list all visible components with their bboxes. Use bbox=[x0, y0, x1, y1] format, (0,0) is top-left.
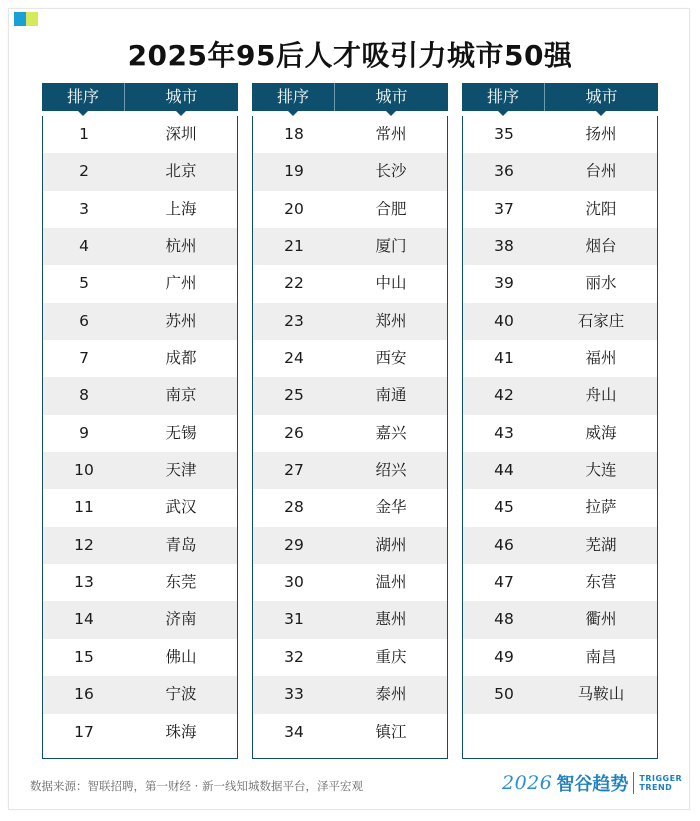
city-cell: 烟台 bbox=[585, 237, 617, 256]
table-row bbox=[43, 676, 237, 713]
rank-cell: 39 bbox=[494, 274, 514, 293]
header-rank: 排序 bbox=[252, 83, 335, 111]
table-row bbox=[463, 340, 657, 377]
city-cell: 镇江 bbox=[375, 722, 407, 741]
table-row bbox=[253, 452, 447, 489]
column-body bbox=[462, 116, 658, 759]
column-body bbox=[252, 116, 448, 759]
rank-cell: 19 bbox=[284, 162, 304, 181]
rank-cell: 43 bbox=[494, 423, 514, 442]
table-row bbox=[43, 601, 237, 638]
city-cell: 福州 bbox=[585, 349, 617, 368]
rank-cell: 25 bbox=[284, 386, 304, 405]
city-cell: 珠海 bbox=[165, 722, 197, 741]
rank-cell: 46 bbox=[494, 535, 514, 554]
rank-cell: 22 bbox=[284, 274, 304, 293]
city-cell: 重庆 bbox=[375, 647, 407, 666]
rank-cell: 26 bbox=[284, 423, 304, 442]
table-row bbox=[43, 377, 237, 414]
rank-cell: 40 bbox=[494, 311, 514, 330]
table-row bbox=[253, 377, 447, 414]
city-cell: 东莞 bbox=[165, 573, 197, 592]
table-row bbox=[253, 676, 447, 713]
rank-cell: 10 bbox=[74, 461, 94, 480]
table-row bbox=[253, 714, 447, 751]
rank-cell: 35 bbox=[494, 125, 514, 143]
rank-cell: 17 bbox=[74, 722, 94, 741]
column-header bbox=[42, 83, 238, 111]
rank-cell: 34 bbox=[284, 722, 304, 741]
rank-cell: 13 bbox=[74, 573, 94, 592]
rank-cell: 1 bbox=[79, 125, 89, 143]
city-cell: 台州 bbox=[585, 162, 617, 181]
city-cell: 北京 bbox=[165, 162, 197, 181]
rank-cell: 7 bbox=[79, 349, 89, 368]
table-row bbox=[43, 527, 237, 564]
rank-cell: 23 bbox=[284, 311, 304, 330]
brand-en-line-2: TREND bbox=[639, 783, 673, 792]
city-cell: 威海 bbox=[585, 423, 617, 442]
table-row bbox=[43, 191, 237, 228]
ranking-column-3 bbox=[462, 83, 658, 759]
city-cell: 无锡 bbox=[165, 423, 197, 442]
city-cell: 丽水 bbox=[585, 274, 617, 293]
rank-cell: 2 bbox=[79, 162, 89, 181]
table-row bbox=[253, 415, 447, 452]
brand-name: 智谷趋势 bbox=[556, 774, 629, 795]
data-source-note: 数据来源：智联招聘，第一财经 · 新一线知城数据平台，泽平宏观 bbox=[30, 779, 363, 793]
table-row bbox=[43, 639, 237, 676]
table-row bbox=[253, 228, 447, 265]
city-cell: 深圳 bbox=[165, 125, 197, 143]
rank-cell: 15 bbox=[74, 647, 94, 666]
city-cell: 西安 bbox=[375, 349, 407, 368]
brand-en-line-1: TRIGGER bbox=[639, 774, 683, 783]
table-row bbox=[43, 303, 237, 340]
city-cell: 厦门 bbox=[375, 237, 407, 256]
rank-cell: 21 bbox=[284, 237, 304, 256]
rank-cell: 27 bbox=[284, 461, 304, 480]
city-cell: 青岛 bbox=[165, 535, 197, 554]
city-cell: 东营 bbox=[585, 573, 617, 592]
table-row bbox=[43, 265, 237, 302]
table-row bbox=[463, 676, 657, 713]
city-cell: 绍兴 bbox=[375, 461, 407, 480]
header-city: 城市 bbox=[375, 87, 408, 106]
city-cell: 金华 bbox=[375, 498, 407, 517]
rank-cell: 41 bbox=[494, 349, 514, 368]
city-cell: 广州 bbox=[165, 274, 197, 293]
corner-logo-mark bbox=[14, 12, 38, 26]
table-row bbox=[43, 452, 237, 489]
table-row bbox=[253, 191, 447, 228]
rank-cell: 18 bbox=[284, 125, 304, 143]
city-cell: 常州 bbox=[375, 125, 407, 143]
city-cell: 成都 bbox=[165, 349, 197, 368]
brand-year: 2026 bbox=[502, 772, 553, 794]
table-row bbox=[463, 564, 657, 601]
city-cell: 拉萨 bbox=[585, 498, 617, 517]
table-row bbox=[463, 228, 657, 265]
table-row bbox=[463, 265, 657, 302]
table-row bbox=[253, 527, 447, 564]
header-city: 城市 bbox=[585, 87, 618, 106]
city-cell: 苏州 bbox=[165, 311, 197, 330]
city-cell: 舟山 bbox=[585, 386, 617, 405]
table-row bbox=[463, 527, 657, 564]
city-cell: 郑州 bbox=[375, 311, 407, 330]
rank-cell: 36 bbox=[494, 162, 514, 181]
city-cell: 惠州 bbox=[375, 610, 407, 629]
table-row bbox=[463, 415, 657, 452]
city-cell: 芜湖 bbox=[585, 535, 617, 554]
rank-cell: 5 bbox=[79, 274, 89, 293]
header-notch bbox=[78, 111, 88, 116]
city-cell: 杭州 bbox=[165, 237, 197, 256]
city-cell: 南京 bbox=[165, 386, 197, 405]
rank-cell: 8 bbox=[79, 386, 89, 405]
rank-cell: 6 bbox=[79, 311, 89, 330]
table-row bbox=[463, 377, 657, 414]
rank-cell: 50 bbox=[494, 685, 514, 704]
column-body bbox=[42, 116, 238, 759]
rank-cell: 31 bbox=[284, 610, 304, 629]
ranking-column-1 bbox=[42, 83, 238, 759]
city-cell: 沈阳 bbox=[585, 199, 617, 218]
rank-cell: 28 bbox=[284, 498, 304, 517]
table-row bbox=[463, 714, 657, 751]
table-row bbox=[43, 340, 237, 377]
city-cell: 佛山 bbox=[165, 647, 197, 666]
city-cell: 温州 bbox=[375, 573, 407, 592]
table-row bbox=[253, 564, 447, 601]
city-cell: 长沙 bbox=[375, 162, 407, 181]
city-cell bbox=[545, 714, 657, 751]
header-notch bbox=[288, 111, 298, 116]
table-row bbox=[253, 639, 447, 676]
table-row bbox=[253, 265, 447, 302]
city-cell: 衢州 bbox=[585, 610, 617, 629]
header-notch bbox=[176, 111, 186, 116]
rank-cell: 4 bbox=[79, 237, 89, 256]
table-row bbox=[253, 153, 447, 190]
table-row bbox=[43, 489, 237, 526]
city-cell: 南通 bbox=[375, 386, 407, 405]
city-cell: 南昌 bbox=[585, 647, 617, 666]
header-rank: 排序 bbox=[42, 83, 125, 111]
column-header bbox=[252, 83, 448, 111]
table-row bbox=[253, 303, 447, 340]
ranking-column-2 bbox=[252, 83, 448, 759]
city-cell: 扬州 bbox=[585, 125, 617, 143]
rank-cell: 9 bbox=[79, 423, 89, 442]
header-city: 城市 bbox=[165, 87, 198, 106]
table-row bbox=[253, 116, 447, 153]
city-cell: 合肥 bbox=[375, 199, 407, 218]
city-cell: 济南 bbox=[165, 610, 197, 629]
city-cell: 大连 bbox=[585, 461, 617, 480]
rank-cell: 32 bbox=[284, 647, 304, 666]
header-rank: 排序 bbox=[462, 83, 545, 111]
city-cell: 石家庄 bbox=[577, 311, 625, 330]
table-row bbox=[43, 564, 237, 601]
rank-cell: 49 bbox=[494, 647, 514, 666]
rank-cell: 24 bbox=[284, 349, 304, 368]
rank-cell: 33 bbox=[284, 685, 304, 704]
table-row bbox=[463, 153, 657, 190]
table-row bbox=[463, 489, 657, 526]
rank-cell: 47 bbox=[494, 573, 514, 592]
rank-cell: 48 bbox=[494, 610, 514, 629]
column-header bbox=[462, 83, 658, 111]
rank-cell: 12 bbox=[74, 535, 94, 554]
rank-cell: 37 bbox=[494, 199, 514, 218]
page-title: 2025年95后人才吸引力城市50强 bbox=[127, 39, 573, 72]
city-cell: 马鞍山 bbox=[577, 685, 625, 704]
city-cell: 中山 bbox=[375, 274, 407, 293]
city-cell: 武汉 bbox=[165, 498, 197, 517]
table-row bbox=[463, 191, 657, 228]
table-row bbox=[463, 116, 657, 153]
table-row bbox=[463, 639, 657, 676]
city-cell: 湖州 bbox=[375, 535, 407, 554]
city-cell: 宁波 bbox=[165, 685, 197, 704]
rank-cell: 16 bbox=[74, 685, 94, 704]
brand-divider bbox=[633, 772, 634, 794]
rank-cell: 45 bbox=[494, 498, 514, 517]
table-row bbox=[43, 415, 237, 452]
city-cell: 泰州 bbox=[375, 685, 407, 704]
rank-cell: 38 bbox=[494, 237, 514, 256]
rank-cell bbox=[463, 714, 545, 751]
table-row bbox=[463, 452, 657, 489]
header-notch bbox=[386, 111, 396, 116]
rank-cell: 20 bbox=[284, 199, 304, 218]
table-row bbox=[253, 489, 447, 526]
rank-cell: 3 bbox=[79, 199, 89, 218]
header-notch bbox=[498, 111, 508, 116]
rank-cell: 42 bbox=[494, 386, 514, 405]
rank-cell: 11 bbox=[74, 498, 94, 517]
table-row bbox=[463, 601, 657, 638]
table-row bbox=[463, 303, 657, 340]
city-cell: 嘉兴 bbox=[375, 423, 407, 442]
city-cell: 上海 bbox=[165, 199, 197, 218]
table-row bbox=[43, 116, 237, 153]
brand-english bbox=[639, 774, 682, 792]
table-row bbox=[43, 228, 237, 265]
table-row bbox=[43, 153, 237, 190]
rank-cell: 14 bbox=[74, 610, 94, 629]
city-cell: 天津 bbox=[165, 461, 197, 480]
brand-logo bbox=[502, 770, 682, 796]
table-row bbox=[253, 340, 447, 377]
rank-cell: 44 bbox=[494, 461, 514, 480]
rank-cell: 29 bbox=[284, 535, 304, 554]
table-row bbox=[43, 714, 237, 751]
table-row bbox=[253, 601, 447, 638]
rank-cell: 30 bbox=[284, 573, 304, 592]
header-notch bbox=[596, 111, 606, 116]
